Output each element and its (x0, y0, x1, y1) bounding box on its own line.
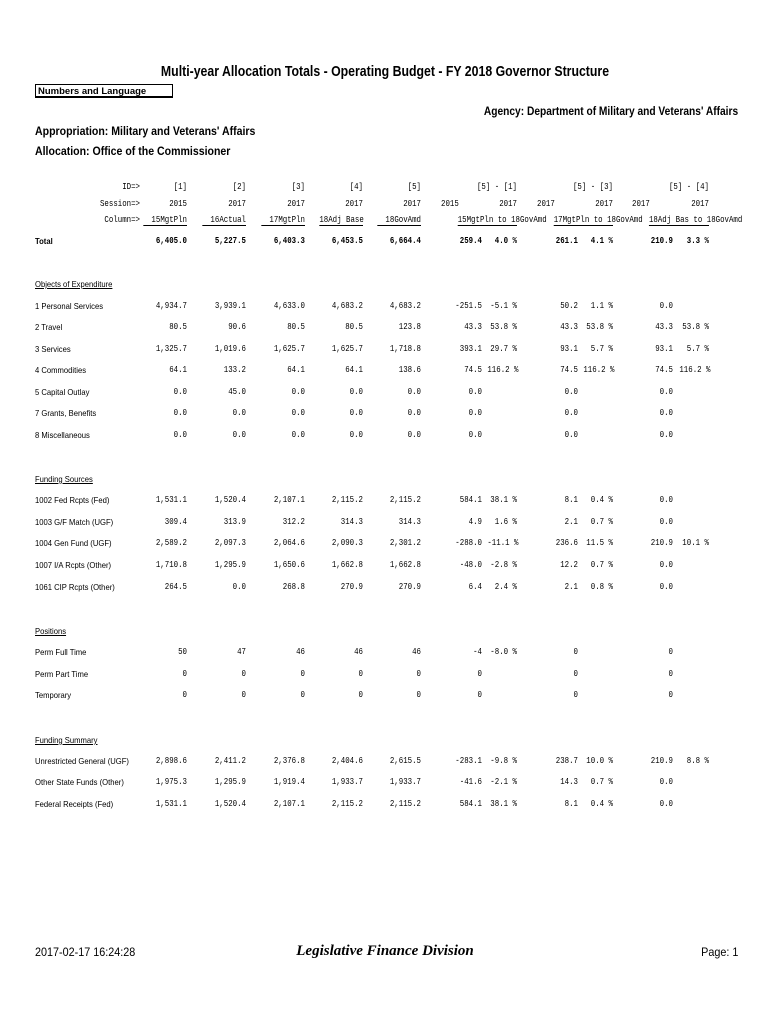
diff-value-cell: 8.1 (564, 494, 578, 505)
diff-value-cell: 0.0 (659, 429, 673, 440)
value-cell: 80.5 (169, 321, 187, 332)
value-cell: 50 (178, 646, 187, 657)
col-id: [1] (173, 181, 187, 192)
value-cell: 309.4 (164, 516, 187, 527)
diff-value-cell: 210.9 (650, 235, 673, 246)
diff-pct-cell: 53.8 % (682, 321, 709, 332)
diff-pct-cell: 0.7 % (590, 776, 613, 787)
value-cell: 2,411.2 (214, 755, 246, 766)
value-cell: 0 (416, 668, 421, 679)
diff-value-cell: 0 (668, 668, 673, 679)
value-cell: 47 (237, 646, 246, 657)
value-cell: 6,405.0 (155, 235, 187, 246)
row-label: 8 Miscellaneous (35, 430, 90, 440)
value-cell: 80.5 (287, 321, 305, 332)
header-id-label: ID=> (122, 181, 140, 192)
diff-pct-cell: -2.1 % (490, 776, 517, 787)
row-label: Perm Full Time (35, 647, 87, 657)
value-cell: 2,404.6 (331, 755, 363, 766)
diff-value-cell: 0.0 (564, 386, 578, 397)
col-name: 16Actual (202, 214, 246, 226)
value-cell: 0.0 (173, 386, 187, 397)
diff-value-cell: 0 (573, 689, 578, 700)
diff-value-cell: 0 (573, 668, 578, 679)
diff-value-cell: 0.0 (659, 559, 673, 570)
value-cell: 123.8 (398, 321, 421, 332)
value-cell: 46 (412, 646, 421, 657)
value-cell: 0 (358, 689, 363, 700)
diff-value-cell: 50.2 (560, 300, 578, 311)
value-cell: 5,227.5 (214, 235, 246, 246)
diff-value-cell: 43.3 (464, 321, 482, 332)
value-cell: 1,650.6 (273, 559, 305, 570)
value-cell: 2,301.2 (389, 537, 421, 548)
diff-value-cell: 4.9 (468, 516, 482, 527)
diff-pct-cell: 0.7 % (590, 559, 613, 570)
diff-pct-cell: 3.3 % (686, 235, 709, 246)
diff-value-cell: 0 (477, 689, 482, 700)
diff-value-cell: -251.5 (455, 300, 482, 311)
diff-value-cell: 0.0 (468, 386, 482, 397)
diff-name: 15MgtPln to 18GovAmd (457, 214, 547, 225)
diff-pct-cell: 38.1 % (490, 798, 517, 809)
diff-value-cell: 0.0 (659, 386, 673, 397)
value-cell: 64.1 (345, 364, 363, 375)
value-cell: 0 (182, 689, 187, 700)
col-session: 2017 (403, 198, 421, 209)
diff-pct-cell: 53.8 % (490, 321, 517, 332)
value-cell: 1,531.1 (155, 494, 187, 505)
diff-pct-cell: 8.8 % (686, 755, 709, 766)
diff-session-from: 2017 (632, 198, 650, 209)
value-cell: 4,683.2 (331, 300, 363, 311)
row-label: 2 Travel (35, 322, 63, 332)
diff-value-cell: -283.1 (455, 755, 482, 766)
section-heading: Funding Sources (35, 474, 93, 484)
value-cell: 0.0 (407, 429, 421, 440)
diff-value-cell: 14.3 (560, 776, 578, 787)
value-cell: 314.3 (340, 516, 363, 527)
diff-value-cell: 0.0 (468, 429, 482, 440)
diff-pct-cell: 29.7 % (490, 343, 517, 354)
diff-value-cell: 238.7 (555, 755, 578, 766)
col-name: 18Adj Base (319, 214, 364, 225)
diff-value-cell: 0.0 (659, 300, 673, 311)
diff-pct-cell: -9.8 % (490, 755, 517, 766)
diff-value-cell: 0.0 (659, 798, 673, 809)
value-cell: 0.0 (232, 429, 246, 440)
row-label: 1003 G/F Match (UGF) (35, 517, 114, 527)
value-cell: 3,939.1 (214, 300, 246, 311)
diff-pct-cell: 5.7 % (686, 343, 709, 354)
diff-value-cell: -4 (473, 646, 482, 657)
diff-pct-cell: 0.8 % (590, 581, 613, 592)
diff-value-cell: 93.1 (560, 343, 578, 354)
diff-value-cell: 261.1 (555, 235, 578, 246)
row-label: 4 Commodities (35, 365, 87, 375)
row-label: 1061 CIP Rcpts (Other) (35, 582, 115, 592)
diff-session-to: 2017 (595, 198, 613, 209)
diff-pct-cell: 116.2 % (583, 364, 615, 375)
value-cell: 80.5 (345, 321, 363, 332)
row-label: Total (35, 236, 53, 246)
diff-value-cell: 74.5 (560, 364, 578, 375)
diff-value-cell: 93.1 (655, 343, 673, 354)
diff-pct-cell: -5.1 % (490, 300, 517, 311)
value-cell: 4,683.2 (389, 300, 421, 311)
diff-pct-cell: 116.2 % (679, 364, 711, 375)
value-cell: 2,115.2 (331, 494, 363, 505)
value-cell: 0.0 (173, 429, 187, 440)
diff-id: [5] - [4] (668, 181, 709, 192)
value-cell: 2,064.6 (273, 537, 305, 548)
value-cell: 0.0 (349, 429, 363, 440)
value-cell: 264.5 (164, 581, 187, 592)
col-name: 17MgtPln (261, 214, 305, 226)
row-label: Federal Receipts (Fed) (35, 799, 114, 809)
value-cell: 0.0 (232, 581, 246, 592)
diff-name: 18Adj Bas to 18GovAmd (648, 214, 743, 225)
diff-pct-cell: 2.4 % (494, 581, 517, 592)
value-cell: 1,520.4 (214, 494, 246, 505)
diff-pct-cell: 116.2 % (487, 364, 519, 375)
value-cell: 0 (182, 668, 187, 679)
value-cell: 64.1 (169, 364, 187, 375)
col-id: [2] (232, 181, 246, 192)
value-cell: 1,662.8 (389, 559, 421, 570)
footer-brand: Legislative Finance Division (296, 943, 474, 959)
col-session: 2015 (169, 198, 187, 209)
value-cell: 64.1 (287, 364, 305, 375)
value-cell: 1,625.7 (331, 343, 363, 354)
value-cell: 2,097.3 (214, 537, 246, 548)
value-cell: 2,898.6 (155, 755, 187, 766)
diff-value-cell: 0.0 (659, 516, 673, 527)
diff-pct-cell: 11.5 % (586, 537, 613, 548)
diff-pct-cell: 0.4 % (590, 798, 613, 809)
diff-value-cell: 6.4 (468, 581, 482, 592)
value-cell: 0.0 (291, 386, 305, 397)
appropriation-label: Appropriation: Military and Veterans' Affairs (35, 124, 256, 138)
value-cell: 0.0 (407, 407, 421, 418)
diff-value-cell: 0.0 (659, 407, 673, 418)
value-cell: 0.0 (291, 407, 305, 418)
diff-value-cell: 210.9 (650, 755, 673, 766)
row-label: 3 Services (35, 344, 71, 354)
agency-label: Agency: Department of Military and Veterans' Affairs (483, 104, 738, 118)
diff-value-cell: 393.1 (459, 343, 482, 354)
diff-value-cell: 0.0 (659, 581, 673, 592)
diff-value-cell: 0 (477, 668, 482, 679)
value-cell: 313.9 (223, 516, 246, 527)
value-cell: 0.0 (349, 407, 363, 418)
row-label: Unrestricted General (UGF) (35, 756, 129, 766)
diff-value-cell: 584.1 (459, 494, 482, 505)
col-id: [5] (407, 181, 421, 192)
header-session-label: Session=> (99, 198, 140, 209)
diff-value-cell: 74.5 (464, 364, 482, 375)
diff-value-cell: 43.3 (655, 321, 673, 332)
numbers-language-box: Numbers and Language (35, 84, 173, 98)
diff-value-cell: -288.0 (455, 537, 482, 548)
col-id: [4] (349, 181, 363, 192)
diff-pct-cell: 10.0 % (586, 755, 613, 766)
value-cell: 0.0 (349, 386, 363, 397)
diff-value-cell: 12.2 (560, 559, 578, 570)
value-cell: 0 (416, 689, 421, 700)
value-cell: 2,376.8 (273, 755, 305, 766)
value-cell: 0.0 (407, 386, 421, 397)
diff-value-cell: 0.0 (659, 776, 673, 787)
value-cell: 6,664.4 (389, 235, 421, 246)
diff-pct-cell: 10.1 % (682, 537, 709, 548)
row-label: 1007 I/A Rcpts (Other) (35, 560, 112, 570)
diff-pct-cell: 38.1 % (490, 494, 517, 505)
diff-value-cell: 0 (668, 646, 673, 657)
diff-value-cell: -48.0 (459, 559, 482, 570)
row-label: Perm Part Time (35, 669, 89, 679)
value-cell: 1,325.7 (155, 343, 187, 354)
diff-value-cell: 8.1 (564, 798, 578, 809)
diff-value-cell: 259.4 (459, 235, 482, 246)
value-cell: 0.0 (173, 407, 187, 418)
col-id: [3] (291, 181, 305, 192)
value-cell: 2,589.2 (155, 537, 187, 548)
value-cell: 45.0 (228, 386, 246, 397)
value-cell: 90.6 (228, 321, 246, 332)
diff-pct-cell: -11.1 % (487, 537, 519, 548)
diff-pct-cell: 0.4 % (590, 494, 613, 505)
value-cell: 1,531.1 (155, 798, 187, 809)
value-cell: 1,933.7 (331, 776, 363, 787)
allocation-label: Allocation: Office of the Commissioner (35, 144, 231, 158)
value-cell: 312.2 (282, 516, 305, 527)
diff-pct-cell: 1.6 % (494, 516, 517, 527)
diff-value-cell: 2.1 (564, 581, 578, 592)
section-heading: Positions (35, 626, 67, 636)
footer-datetime: 2017-02-17 16:24:28 (35, 945, 136, 959)
value-cell: 2,115.2 (389, 798, 421, 809)
value-cell: 1,710.8 (155, 559, 187, 570)
value-cell: 1,919.4 (273, 776, 305, 787)
col-session: 2017 (287, 198, 305, 209)
footer-page: Page: 1 (700, 945, 738, 959)
diff-session-to: 2017 (499, 198, 517, 209)
value-cell: 0 (300, 689, 305, 700)
value-cell: 270.9 (398, 581, 421, 592)
row-label: Other State Funds (Other) (35, 777, 124, 787)
diff-session-from: 2015 (441, 198, 459, 209)
value-cell: 0 (300, 668, 305, 679)
value-cell: 0.0 (232, 407, 246, 418)
diff-value-cell: 2.1 (564, 516, 578, 527)
value-cell: 2,107.1 (273, 494, 305, 505)
row-label: 1 Personal Services (35, 301, 104, 311)
diff-value-cell: 0.0 (659, 494, 673, 505)
row-label: 1002 Fed Rcpts (Fed) (35, 495, 110, 505)
col-session: 2017 (228, 198, 246, 209)
value-cell: 138.6 (398, 364, 421, 375)
value-cell: 2,107.1 (273, 798, 305, 809)
value-cell: 0 (241, 689, 246, 700)
value-cell: 6,403.3 (273, 235, 305, 246)
value-cell: 1,933.7 (389, 776, 421, 787)
diff-session-to: 2017 (691, 198, 709, 209)
diff-value-cell: 210.9 (650, 537, 673, 548)
diff-value-cell: -41.6 (459, 776, 482, 787)
value-cell: 2,115.2 (389, 494, 421, 505)
value-cell: 1,295.9 (214, 559, 246, 570)
value-cell: 133.2 (223, 364, 246, 375)
section-heading: Objects of Expenditure (35, 279, 113, 289)
diff-pct-cell: 1.1 % (590, 300, 613, 311)
diff-value-cell: 0.0 (564, 429, 578, 440)
diff-value-cell: 0 (573, 646, 578, 657)
diff-pct-cell: -2.8 % (490, 559, 517, 570)
value-cell: 1,718.8 (389, 343, 421, 354)
value-cell: 46 (296, 646, 305, 657)
diff-pct-cell: 0.7 % (590, 516, 613, 527)
value-cell: 1,520.4 (214, 798, 246, 809)
diff-pct-cell: -8.0 % (490, 646, 517, 657)
value-cell: 2,615.5 (389, 755, 421, 766)
value-cell: 0.0 (291, 429, 305, 440)
col-name: 18GovAmd (377, 214, 421, 226)
value-cell: 4,633.0 (273, 300, 305, 311)
row-label: Temporary (35, 690, 72, 700)
value-cell: 268.8 (282, 581, 305, 592)
diff-pct-cell: 4.0 % (494, 235, 517, 246)
diff-value-cell: 0.0 (468, 407, 482, 418)
value-cell: 1,975.3 (155, 776, 187, 787)
row-label: 5 Capital Outlay (35, 387, 90, 397)
value-cell: 1,625.7 (273, 343, 305, 354)
diff-value-cell: 236.6 (555, 537, 578, 548)
value-cell: 4,934.7 (155, 300, 187, 311)
diff-id: [5] - [1] (476, 181, 517, 192)
diff-id: [5] - [3] (572, 181, 613, 192)
value-cell: 1,019.6 (214, 343, 246, 354)
diff-value-cell: 43.3 (560, 321, 578, 332)
col-name: 15MgtPln (143, 214, 187, 226)
header-column-label: Column=> (104, 214, 140, 225)
report-title: Multi-year Allocation Totals - Operating Budget - FY 2018 Governor Structure (160, 63, 610, 80)
diff-pct-cell: 53.8 % (586, 321, 613, 332)
diff-value-cell: 0 (668, 689, 673, 700)
col-session: 2017 (345, 198, 363, 209)
value-cell: 2,090.3 (331, 537, 363, 548)
value-cell: 1,662.8 (331, 559, 363, 570)
row-label: 7 Grants, Benefits (35, 408, 97, 418)
value-cell: 314.3 (398, 516, 421, 527)
section-heading: Funding Summary (35, 735, 98, 745)
value-cell: 0 (358, 668, 363, 679)
diff-value-cell: 584.1 (459, 798, 482, 809)
diff-name: 17MgtPln to 18GovAmd (553, 214, 643, 225)
value-cell: 2,115.2 (331, 798, 363, 809)
value-cell: 0 (241, 668, 246, 679)
diff-pct-cell: 5.7 % (590, 343, 613, 354)
diff-session-from: 2017 (537, 198, 555, 209)
diff-pct-cell: 4.1 % (590, 235, 613, 246)
value-cell: 1,295.9 (214, 776, 246, 787)
value-cell: 6,453.5 (331, 235, 363, 246)
diff-value-cell: 74.5 (655, 364, 673, 375)
value-cell: 270.9 (340, 581, 363, 592)
row-label: 1004 Gen Fund (UGF) (35, 538, 112, 548)
diff-value-cell: 0.0 (564, 407, 578, 418)
value-cell: 46 (354, 646, 363, 657)
